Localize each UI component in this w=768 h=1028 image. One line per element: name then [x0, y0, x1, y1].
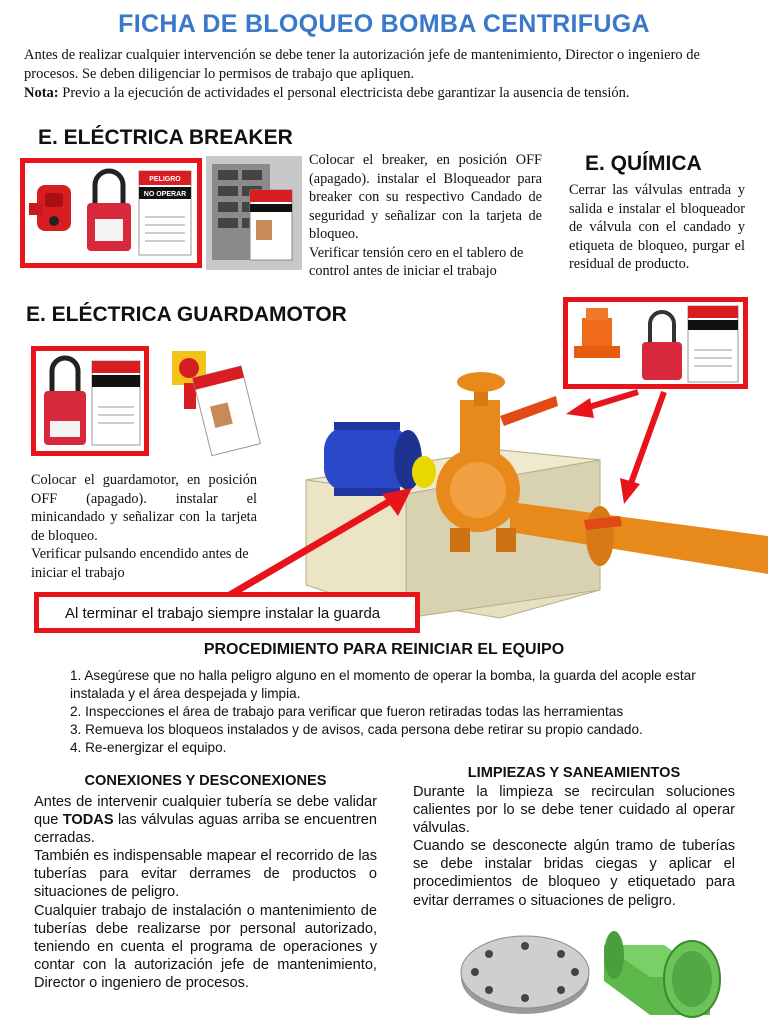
conexiones-p1 [34, 793, 377, 847]
guarda-note-box [34, 592, 420, 633]
reiniciar-heading: PROCEDIMIENTO PARA REINICIAR EL EQUIPO [203, 641, 565, 658]
blind-flange-icon [455, 922, 595, 1020]
limpiezas-heading: LIMPIEZAS Y SANEAMIENTOS [467, 765, 681, 781]
limpiezas-text [413, 783, 735, 910]
conexiones-p1-bold: TODAS [62, 812, 114, 829]
breaker-text-2: Verificar tensión cero en el tablero de control antes de iniciar el trabajo [309, 244, 524, 279]
conexiones-heading: CONEXIONES Y DESCONEXIONES [84, 773, 327, 789]
breaker-heading: E. ELÉCTRICA BREAKER [38, 126, 293, 149]
limpiezas-p1: Durante la limpieza se recirculan soluciones calientes por lo se debe tener cuidado al operar válvulas. [413, 784, 735, 837]
flanged-pipe-icon [600, 915, 728, 1023]
reiniciar-item-4: 4. Re-energizar el equipo. [70, 740, 227, 755]
arrow-to-valve-top [566, 392, 638, 418]
page-title: FICHA DE BLOQUEO BOMBA CENTRIFUGA [118, 10, 650, 38]
reiniciar-item-1: 1. Asegúrese que no halla peligro alguno en el momento de operar la bomba, la guarda del acople estar instalada y el área despejada y limpia. [70, 668, 696, 701]
reiniciar-item-3: 3. Remueva los bloqueos instalados y de avisos, cada persona debe retirar su propio candado. [70, 722, 643, 737]
tag-no-operar-label: NO OPERAR [143, 191, 187, 198]
guardamotor-heading: E. ELÉCTRICA GUARDAMOTOR [26, 303, 347, 326]
guardamotor-text-2: Verificar pulsando encendido antes de iniciar el trabajo [31, 546, 249, 581]
conexiones-p1-a: Antes de intervenir cualquier tubería se debe validar que [34, 794, 377, 829]
breaker-text-1: Colocar el breaker, en posición OFF (apagado). instalar el Bloqueador para breaker con su respectivo Candado de seguridad y señalizar con la tarjeta de bloqueo. [309, 152, 542, 242]
nota-label: Nota: [24, 85, 59, 101]
reiniciar-item-2: 2. Inspecciones el área de trabajo para verificar que fueron retiradas todas las herramientas [70, 704, 624, 719]
arrow-to-coupling [228, 488, 412, 596]
quimica-heading: E. QUÍMICA [585, 152, 702, 175]
guarda-note-text: Al terminar el trabajo siempre instalar la guarda [65, 605, 381, 622]
guardamotor-text-1: Colocar el guardamotor, en posición OFF (apagado). instalar el minicandado y señalizar con la tarjeta de bloqueo. [31, 472, 257, 544]
conexiones-p2: También es indispensable mapear el recorrido de las tuberías para evitar derrames de productos o situaciones de peligro. [34, 848, 377, 901]
conexiones-text [34, 793, 377, 992]
flanged-pipe-image [600, 915, 728, 1023]
arrow-to-valve-bottom [620, 392, 664, 504]
quimica-text: Cerrar las válvulas entrada y salida e instalar el bloqueador de válvula con el candado y etiqueta de bloqueo, purgar el residual de producto. [569, 182, 745, 272]
conexiones-p1-b: las válvulas aguas arriba se encuentren cerradas. [34, 812, 377, 847]
tag-peligro-label: PELIGRO [149, 176, 181, 183]
nota-text: Previo a la ejecución de actividades el personal electricista debe garantizar la ausencia de tensión. [58, 85, 630, 101]
intro-line: Antes de realizar cualquier intervención se debe tener la autorización jefe de mantenimiento, Director o ingeniero de procesos. Se deben diligenciar lo permisos de trabajo que apliquen. [24, 47, 700, 82]
limpiezas-p2: Cuando se desconecte algún tramo de tuberías se debe instalar bridas ciegas y aplicar el procedimientos de bloqueo y etiquetado para evitar derrames o situaciones de peligro. [413, 838, 735, 909]
conexiones-p3: Cualquier trabajo de instalación o mantenimiento de tuberías debe realizarse por personal autorizado, teniendo en cuenta el programa de operaciones y contar con la autorización jefe de mantenimiento, Director o ingeniero de procesos. [34, 902, 377, 991]
blind-flange-image [455, 922, 595, 1020]
reiniciar-list [70, 667, 726, 757]
